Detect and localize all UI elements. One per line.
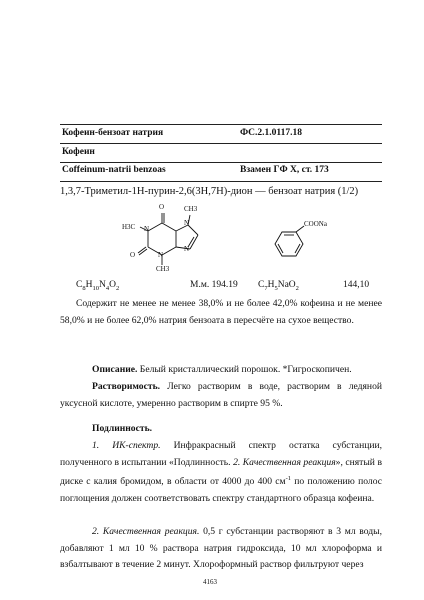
solubility-text: Легко растворим в воде, растворим в ледяной уксусной кислоте, умеренно растворим в спирте 95 %. — [60, 381, 382, 409]
identity-item1 — [60, 438, 382, 508]
caffeine-oxygen-top-label: O — [159, 203, 165, 211]
header-top-rule — [60, 124, 382, 125]
header-rule-2 — [60, 143, 382, 144]
benzoate-formula: $C_7H_5NaO_2$ — [258, 280, 299, 292]
monograph-code: ФС.2.1.0117.18 — [240, 128, 302, 138]
caffeine-formula: $C_8H_{10}N_4O_2$ — [76, 280, 120, 292]
header-rule-3 — [60, 162, 382, 163]
ir-spectrum-text-2: », снятый в диске с калия бромидом, в области от 4000 до 400 см — [60, 456, 382, 488]
qualitative-reaction-text: 0,5 г субстанции растворяют в 3 мл воды, добавляют 1 мл 10 % раствора натрия гидроксида, 10 мл хлороформа и взбалтывают в течение 2 минут. Хлороформный раствор фильтруют через — [60, 526, 383, 571]
solubility-paragraph — [60, 379, 382, 412]
caffeine-n9-label: N — [184, 245, 190, 253]
ir-spectrum-ref: 2. Качественная реакция — [233, 456, 336, 468]
ir-spectrum-text-3: по положению полос поглощения должен соответствовать спектру стандартного образца кофеина. — [60, 476, 382, 504]
substance-latin-name: Coffeinum-natrii benzoas — [62, 165, 166, 175]
benzoate-coona-label: COONa — [304, 220, 327, 228]
caffeine-n3-label: N — [158, 251, 164, 259]
chemical-name: 1,3,7-Триметил-1H-пурин-2,6(3H,7H)-дион — бензоат натрия (1/2) — [60, 186, 359, 197]
description-label: Описание. — [92, 364, 138, 375]
page-number: 4163 — [203, 578, 217, 586]
ir-spectrum-text: Инфракрасный спектр остатка субстанции, полученного в испытании «Подлинность. — [60, 440, 383, 468]
caffeine-oxygen-left-label: O — [130, 251, 136, 259]
ir-spectrum-label: 1. ИК-спектр. — [92, 440, 161, 451]
replaces-note: Взамен ГФ X, ст. 173 — [240, 165, 329, 175]
identity-heading: Подлинность. — [92, 423, 153, 434]
identity-item2 — [60, 524, 382, 574]
content-paragraph: Содержит не менее не менее 38,0% и не более 42,0% кофеина и не менее 58,0% и не более 62,0% натрия бензоата в пересчёте на сухое вещество. — [60, 298, 382, 326]
caffeine-n7-label: N — [184, 219, 190, 227]
qualitative-reaction-label: 2. Качественная реакция. — [92, 526, 200, 537]
solubility-label: Растворимость. — [92, 381, 161, 392]
caffeine-methyl-bottom-label: CH3 — [156, 265, 170, 273]
caffeine-n1-label: N — [144, 225, 150, 233]
description-paragraph — [60, 362, 382, 379]
caffeine-methyl-left-label: H3C — [122, 223, 136, 231]
substance-short-name: Кофеин — [62, 147, 95, 157]
benzoate-molar-mass: 144,10 — [343, 280, 370, 290]
caffeine-methyl-top-label: CH3 — [184, 205, 198, 213]
substance-name-ru: Кофеин-бензоат натрия — [62, 128, 164, 138]
description-text: Белый кристаллический порошок. *Гигроскопичен. — [137, 364, 352, 375]
caffeine-structure — [118, 205, 228, 277]
sodium-benzoate-structure — [268, 222, 348, 272]
caffeine-molar-mass: М.м. 194.19 — [190, 280, 238, 290]
wavenumber-unit-superscript: -1 — [285, 475, 292, 483]
header-bottom-rule — [60, 181, 382, 182]
